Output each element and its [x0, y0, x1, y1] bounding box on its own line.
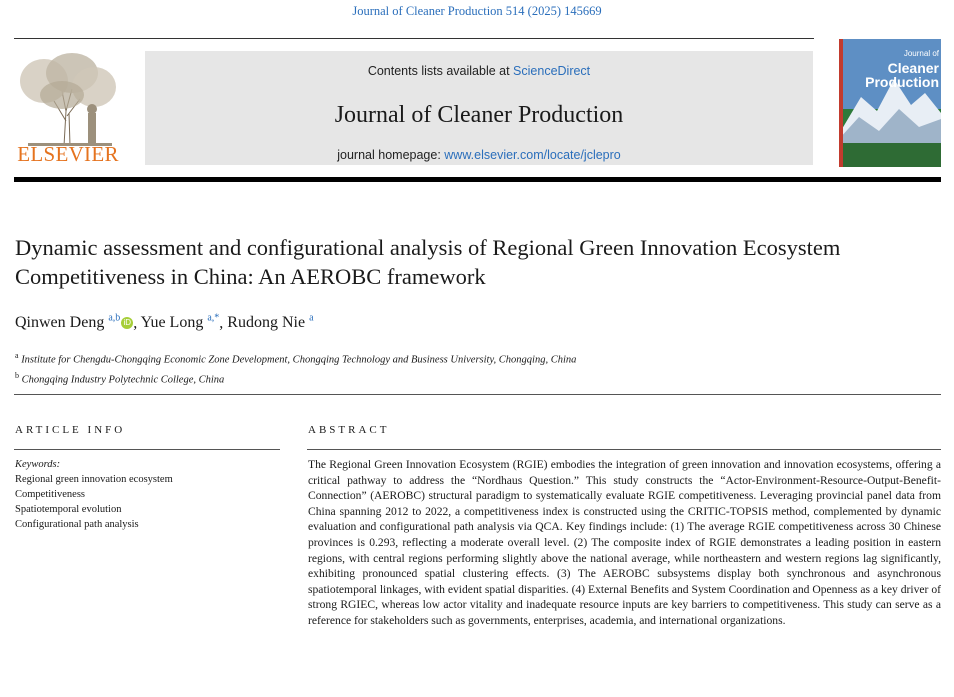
header-thick-rule	[14, 177, 941, 182]
section-divider	[14, 394, 941, 395]
journal-header	[14, 37, 941, 167]
cover-line-1: Cleaner	[887, 60, 939, 76]
author-2[interactable]	[141, 314, 220, 331]
author-affil-mark[interactable]: a,*	[207, 313, 220, 324]
journal-cover-image[interactable]	[839, 39, 941, 167]
abstract-text: The Regional Green Innovation Ecosystem (RGIE) embodies the integration of green innovation and innovation ecosystems, offering a critical pathway to address the “Nordhaus Question.” This study constructs the “Actor-Environment-Resource-Output-Benefit-Connection” (AEROBC) structural paradigm to systematically evaluate RGIE competitiveness. Leveraging provincial panel data from China spanning 2012 to 2022, a competitiveness index is constructed using the CRITIC-TOPSIS method, complemented by dynamic evaluation and configurational path analysis via QCA. Key findings include: (1) The average RGIE competitiveness across 30 Chinese provinces is 0.293, reflecting a moderate overall level. (2) The composite index of RGIE demonstrates a leading position in eastern regions, with central regions performing slightly above the national average, while northeastern and western regions lag significantly, exhibiting pronounced spatial clustering effects. (3) The AEROBC subsystems display both synchronous and asynchronous spatiotemporal linkages, with evident spatial disparities. (4) External Benefits and System Coordination and Openness as a key driver of strong RGIEC, whereas low actor vitality and inadequate resource inputs are key barriers to competitiveness. This study can serve as a reference for stakeholders such as governments, enterprises, academia, and international organizations.	[308, 458, 941, 627]
author-name[interactable]: Yue Long	[140, 314, 204, 332]
affiliation-text: Institute for Chengdu-Chongqing Economic Zone Development, Chongqing Technology and Business University, Chongqing, China	[21, 354, 577, 366]
article-info-heading: ARTICLE INFO	[15, 424, 126, 436]
contents-line	[145, 64, 813, 78]
orcid-icon[interactable]: iD	[121, 317, 133, 329]
cover-title	[845, 47, 939, 89]
affiliation-mark: b	[15, 370, 19, 380]
journal-citation[interactable]: Journal of Cleaner Production 514 (2025) 145669	[352, 4, 602, 18]
keyword-item: Spatiotemporal evolution	[15, 504, 122, 515]
journal-title: Journal of Cleaner Production	[334, 102, 624, 128]
article-info-rule	[14, 449, 280, 450]
contents-prefix: Contents lists available at	[367, 64, 514, 78]
elsevier-tree-icon	[14, 51, 122, 147]
sciencedirect-link[interactable]: ScienceDirect	[513, 64, 591, 78]
author-separator: ,	[219, 314, 228, 332]
homepage-link[interactable]: www.elsevier.com/locate/jclepro	[444, 148, 621, 162]
affiliation-b	[15, 368, 576, 388]
author-list	[15, 313, 314, 332]
author-affil-mark[interactable]: a	[309, 313, 314, 324]
author-1[interactable]	[15, 314, 120, 331]
keyword-item: Regional green innovation ecosystem	[15, 474, 173, 485]
author-name[interactable]: Rudong Nie	[227, 314, 306, 332]
abstract-rule	[307, 449, 941, 450]
affiliation-text: Chongqing Industry Polytechnic College, China	[21, 374, 225, 385]
abstract-heading: ABSTRACT	[308, 424, 390, 436]
keywords-label: Keywords:	[15, 459, 61, 470]
header-top-rule	[14, 38, 814, 39]
author-3[interactable]	[227, 314, 313, 331]
elsevier-logo[interactable]	[14, 51, 122, 165]
keywords-block	[15, 457, 277, 532]
article-title: Dynamic assessment and configurational analysis of Regional Green Innovation Ecosystem Competitiveness in China: An AEROBC framework	[15, 235, 841, 289]
keyword-item: Competitiveness	[15, 489, 85, 500]
author-affil-mark[interactable]: a,b	[108, 313, 121, 324]
affiliations	[15, 348, 576, 387]
journal-banner	[145, 51, 813, 165]
homepage-line	[145, 148, 813, 162]
author-separator: ,	[133, 314, 141, 332]
cover-small-text: Journal of	[903, 49, 939, 58]
author-name[interactable]: Qinwen Deng	[15, 314, 105, 332]
affiliation-a	[15, 348, 576, 368]
keyword-item: Configurational path analysis	[15, 519, 139, 530]
publisher-name: ELSEVIER	[17, 142, 119, 166]
affiliation-mark: a	[15, 351, 19, 360]
cover-line-2: Production	[865, 74, 939, 90]
homepage-prefix: journal homepage:	[337, 148, 445, 162]
